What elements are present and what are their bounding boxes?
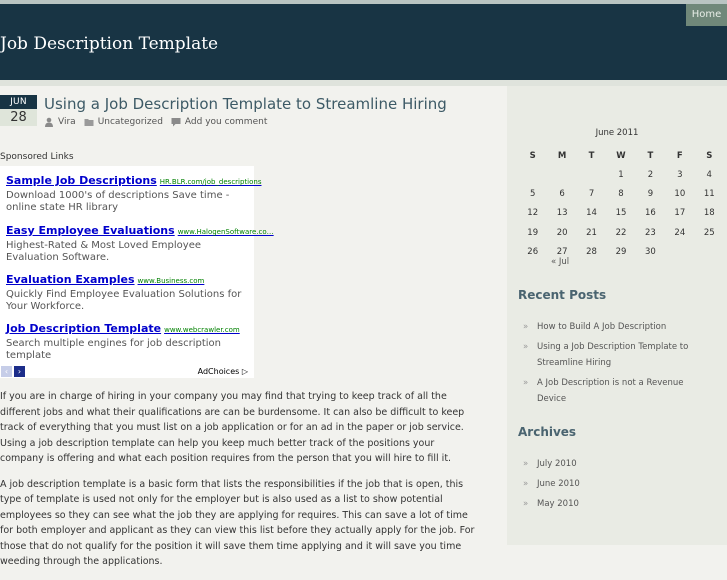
ad-item: [6, 219, 274, 264]
calendar-week-row: [518, 242, 724, 261]
calendar-day: [577, 165, 606, 184]
weekday: F: [676, 150, 683, 161]
calendar-day: 3: [677, 169, 683, 180]
ad-title-link[interactable]: Easy Employee Evaluations www.HalogenSoftware.co…: [6, 224, 274, 237]
ad-url[interactable]: www.HalogenSoftware.co…: [177, 228, 274, 236]
calendar-day: 6: [559, 188, 565, 199]
archive-item[interactable]: » June 2010: [523, 479, 580, 489]
ad-item: [6, 169, 262, 214]
calendar-day: 14: [586, 208, 597, 219]
calendar-day: 12: [527, 208, 539, 219]
archive-item[interactable]: » July 2010: [523, 459, 577, 469]
calendar-day: 28: [586, 246, 597, 257]
calendar-day: 9: [647, 188, 654, 199]
post-author[interactable]: Vira: [58, 117, 76, 127]
calendar-day: 27: [556, 246, 568, 257]
ad-title-link[interactable]: Evaluation Examples www.Business.com: [6, 273, 205, 286]
ad-url[interactable]: www.Business.com: [137, 277, 205, 285]
calendar-day: 25: [703, 227, 715, 238]
post-date-day: 28: [0, 109, 37, 126]
site-title[interactable]: Job Description Template: [0, 34, 219, 54]
sponsored-label: Sponsored Links: [0, 152, 74, 162]
ad-description: Quickly Find Employee Evaluation Solutions for Your Workforce.: [6, 289, 242, 312]
calendar-day: 10: [674, 188, 686, 199]
calendar-day: 22: [615, 227, 627, 238]
post-meta: [44, 117, 267, 127]
recent-post-item[interactable]: » A Job Description is not a Revenue Device: [523, 378, 684, 404]
ad-prev-button[interactable]: ‹: [1, 366, 12, 377]
ad-description: Download 1000's of descriptions Save time - online state HR library: [6, 190, 230, 213]
calendar-week-row: [518, 204, 724, 223]
calendar-day: 24: [674, 227, 686, 238]
ad-title-link[interactable]: Sample Job Descriptions HR.BLR.com/job_descriptions: [6, 174, 262, 187]
site-header: [0, 4, 727, 80]
calendar-day: 4: [706, 169, 712, 180]
post-date-badge: [0, 95, 37, 126]
weekday: M: [557, 150, 567, 161]
calendar-day: 8: [618, 188, 624, 199]
archive-item[interactable]: » May 2010: [523, 499, 579, 509]
calendar-day: 16: [644, 208, 656, 219]
calendar-weekday-row: [518, 146, 724, 165]
calendar-day: 1: [618, 169, 624, 180]
calendar-prev-link[interactable]: « Jul: [551, 257, 570, 267]
ad-next-button[interactable]: ›: [14, 366, 25, 377]
calendar-day: 17: [674, 208, 686, 219]
post-content: [0, 389, 481, 580]
calendar-day: 29: [615, 246, 627, 257]
calendar-week-row: [518, 165, 724, 184]
weekday: S: [529, 150, 536, 161]
weekday: S: [706, 150, 713, 161]
calendar-day: 21: [586, 227, 597, 238]
recent-post-item[interactable]: » Using a Job Description Template to Streamline Hiring: [523, 342, 689, 368]
calendar-day: 18: [703, 208, 715, 219]
calendar-day: [695, 242, 724, 261]
archives-list: [523, 456, 713, 516]
archives-heading: Archives: [518, 425, 577, 439]
recent-post-item[interactable]: » How to Build A Job Description: [523, 322, 667, 332]
adchoices-link[interactable]: AdChoices ▷: [197, 367, 248, 376]
calendar-day: 30: [644, 246, 656, 257]
sidebar: [507, 86, 727, 545]
ad-pager: [1, 366, 25, 377]
recent-posts-list: [523, 319, 713, 411]
calendar-day: [665, 242, 694, 261]
calendar-day: [518, 165, 547, 184]
calendar-day: 20: [556, 227, 568, 238]
calendar-day: 2: [647, 169, 654, 180]
ad-url[interactable]: www.webcrawler.com: [164, 326, 240, 334]
weekday: T: [588, 150, 595, 161]
calendar-day: 23: [644, 227, 656, 238]
recent-posts-heading: Recent Posts: [518, 288, 607, 302]
post-paragraph: If you are in charge of hiring in your company you may find that trying to keep track of all the different jobs and what their qualifications are can be burdensome. It can also be difficult to keep track of everything that you must list on a job application or for an ad in the paper or job service. Using a job description template can help you keep much better track of the positions your company is offering and what each position requires from the person that you will hire to fill it.: [0, 391, 465, 464]
ad-unit: [0, 166, 274, 378]
calendar-day: 7: [588, 188, 595, 199]
weekday: W: [616, 150, 626, 161]
post-comment-link[interactable]: Add you comment: [184, 117, 268, 127]
calendar-caption: June 2011: [595, 128, 639, 138]
calendar-day: 13: [556, 208, 568, 219]
calendar-week-row: [518, 184, 724, 203]
ad-url[interactable]: HR.BLR.com/job_descriptions: [159, 178, 262, 186]
calendar-day: 11: [703, 188, 715, 199]
ad-description: Search multiple engines for job description template: [6, 338, 221, 361]
ad-description: Highest-Rated & Most Loved Employee Evaluation Software.: [6, 240, 201, 263]
post-date-month: JUN: [0, 95, 37, 109]
weekday: T: [647, 150, 654, 161]
ad-item: [6, 268, 254, 313]
calendar-day: 26: [527, 246, 539, 257]
calendar-week-row: [518, 223, 724, 242]
folder-icon: [84, 117, 94, 127]
calendar-table: [518, 146, 724, 261]
post-category[interactable]: Uncategorized: [97, 117, 163, 127]
ad-item: [6, 317, 254, 362]
comment-icon: [171, 117, 181, 127]
author-icon: [44, 117, 54, 127]
nav-home-tab[interactable]: Home: [686, 4, 727, 26]
post-paragraph: A job description template is a basic form that lists the responsibilities if the job that is open, this type of template is used not only for the employer but is also used as a list to show potential employees so they can see what the job they are applying for requires. This can save a lot of time for both employer and applicant as they can view this list before they actually apply for the job. For those that do not qualify for the position it will save them time applying and it will save you time weeding through the applications.: [0, 478, 475, 567]
ad-title-link[interactable]: Job Description Template www.webcrawler.com: [6, 322, 240, 335]
calendar-day: 15: [615, 208, 627, 219]
calendar-day: 5: [530, 188, 536, 199]
calendar-day: 19: [527, 227, 539, 238]
calendar-day: [547, 165, 576, 184]
post-title[interactable]: Using a Job Description Template to Streamline Hiring: [44, 95, 447, 113]
